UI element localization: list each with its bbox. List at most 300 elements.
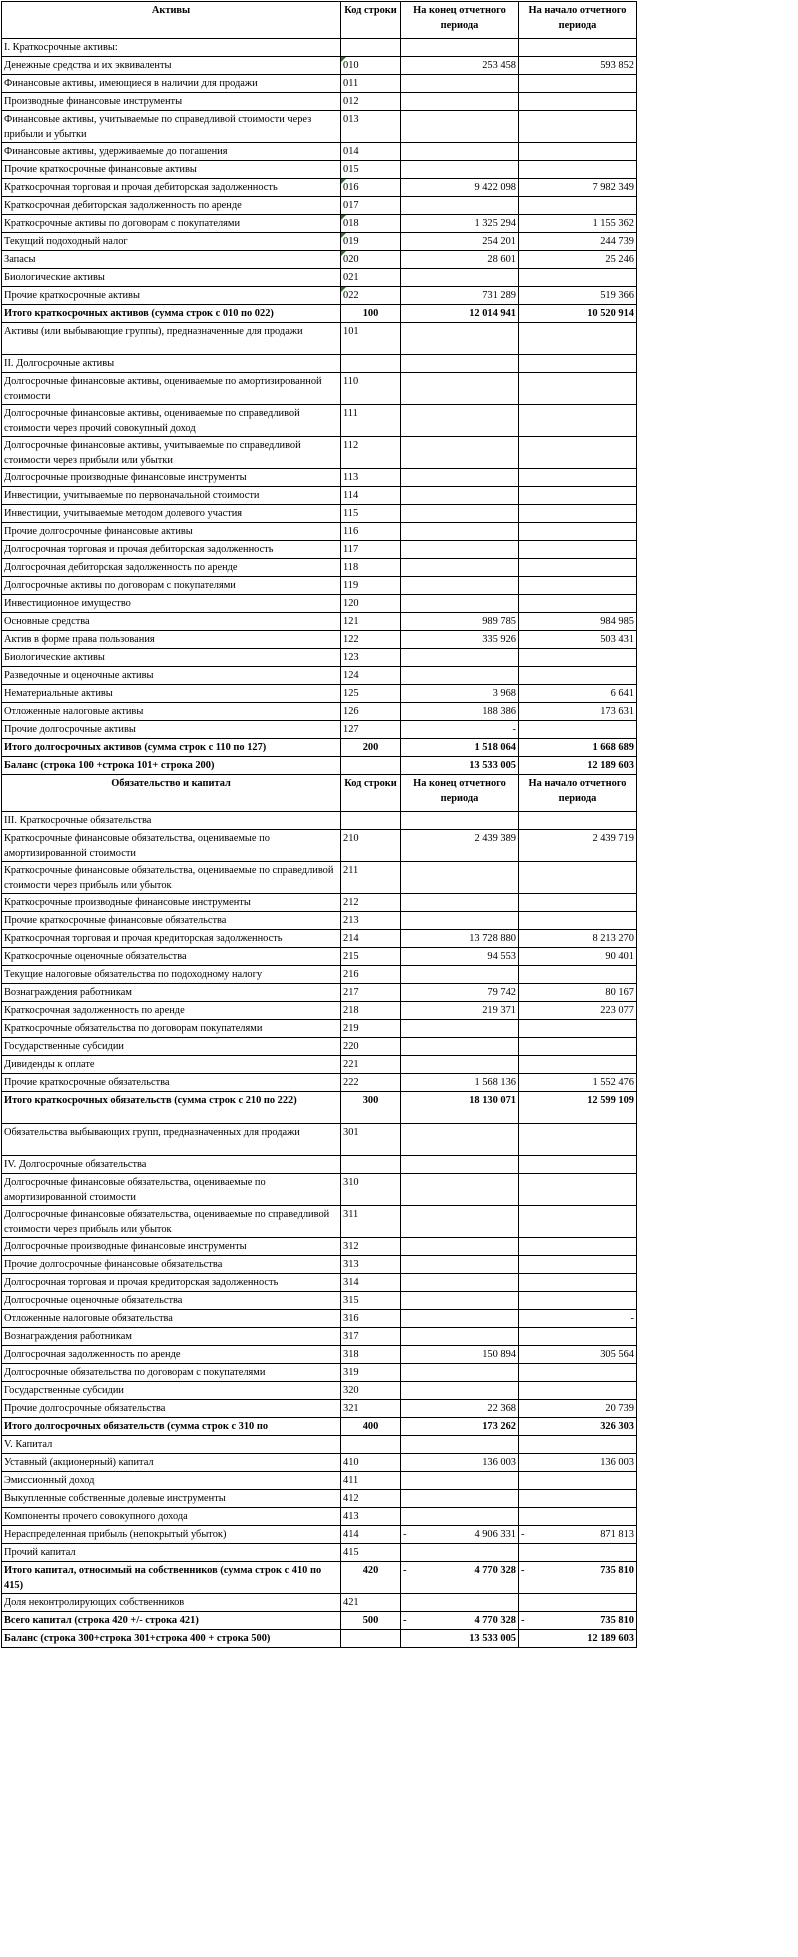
row-value-start: 25 246 [519, 251, 637, 269]
row-value-start [519, 143, 637, 161]
row-value-end: 1 325 294 [401, 215, 519, 233]
table-row [2, 233, 637, 251]
row-value-end: 253 458 [401, 57, 519, 75]
row-value-end [401, 111, 519, 143]
row-value-end: 2 439 389 [401, 830, 519, 862]
row-code: 121 [341, 613, 401, 631]
row-value-start: 12 189 603 [519, 757, 637, 775]
row-value-end [401, 1594, 519, 1612]
row-value-start [519, 111, 637, 143]
table-row [2, 721, 637, 739]
header-start: На начало отчетного периода [519, 2, 637, 39]
row-name: Вознаграждения работникам [2, 1328, 341, 1346]
row-name: II. Долгосрочные активы [2, 355, 341, 373]
row-name: Актив в форме права пользования [2, 631, 341, 649]
row-value-start: 984 985 [519, 613, 637, 631]
header-row-assets [2, 2, 637, 39]
table-row [2, 161, 637, 179]
table-row [2, 437, 637, 469]
value-text: 735 810 [600, 1615, 634, 1626]
row-code: 301 [341, 1124, 401, 1156]
row-value-end [401, 1562, 519, 1594]
row-value-end [401, 1310, 519, 1328]
row-value-end: 22 368 [401, 1400, 519, 1418]
row-code: 310 [341, 1174, 401, 1206]
row-value-start [519, 75, 637, 93]
row-value-end [401, 1328, 519, 1346]
row-name: Краткосрочные активы по договорам с покупателями [2, 215, 341, 233]
table-row [2, 757, 637, 775]
row-name: Прочие долгосрочные активы [2, 721, 341, 739]
row-value-end: 79 742 [401, 984, 519, 1002]
table-row [2, 523, 637, 541]
row-value-start: 1 552 476 [519, 1074, 637, 1092]
table-row [2, 1526, 637, 1544]
table-row [2, 405, 637, 437]
row-value-end: 219 371 [401, 1002, 519, 1020]
row-value-start: 223 077 [519, 1002, 637, 1020]
row-name: Обязательства выбывающих групп, предназначенных для продажи [2, 1124, 341, 1156]
row-name: Текущие налоговые обязательства по подоходному налогу [2, 966, 341, 984]
table-row [2, 355, 637, 373]
row-name: Государственные субсидии [2, 1382, 341, 1400]
row-name: IV. Долгосрочные обязательства [2, 1156, 341, 1174]
table-row [2, 1174, 637, 1206]
row-code: 123 [341, 649, 401, 667]
row-value-end: - [401, 721, 519, 739]
row-name: I. Краткосрочные активы: [2, 39, 341, 57]
row-name: Итого долгосрочных активов (сумма строк с 110 по 127) [2, 739, 341, 757]
row-name: Денежные средства и их эквиваленты [2, 57, 341, 75]
row-name: Биологические активы [2, 649, 341, 667]
row-name: V. Капитал [2, 1436, 341, 1454]
row-name: Долгосрочные оценочные обязательства [2, 1292, 341, 1310]
row-name: Дивиденды к оплате [2, 1056, 341, 1074]
row-value-start: 12 189 603 [519, 1630, 637, 1648]
row-value-end [401, 1238, 519, 1256]
row-code: 116 [341, 523, 401, 541]
row-code [341, 812, 401, 830]
row-value-start [519, 1038, 637, 1056]
row-value-start [519, 1490, 637, 1508]
row-code: 312 [341, 1238, 401, 1256]
row-value-start [519, 1328, 637, 1346]
row-value-start [519, 1274, 637, 1292]
row-value-end: 1 568 136 [401, 1074, 519, 1092]
row-name: Прочие краткосрочные активы [2, 287, 341, 305]
row-value-start: 305 564 [519, 1346, 637, 1364]
row-value-start: 2 439 719 [519, 830, 637, 862]
row-value-start: 7 982 349 [519, 179, 637, 197]
row-value-start [519, 323, 637, 355]
table-row [2, 912, 637, 930]
row-value-end: 12 014 941 [401, 305, 519, 323]
header-name: Обязательство и капитал [2, 775, 341, 812]
row-code: 219 [341, 1020, 401, 1038]
row-value-start [519, 405, 637, 437]
row-value-end [401, 1612, 519, 1630]
row-name: Финансовые активы, учитываемые по справедливой стоимости через прибыли и убытки [2, 111, 341, 143]
row-value-start: - [519, 1310, 637, 1328]
row-value-start [519, 1206, 637, 1238]
table-row [2, 1346, 637, 1364]
row-name: Прочие долгосрочные обязательства [2, 1400, 341, 1418]
row-name: Долгосрочные обязательства по договорам с покупателями [2, 1364, 341, 1382]
row-value-start [519, 649, 637, 667]
row-name: Вознаграждения работникам [2, 984, 341, 1002]
table-row [2, 287, 637, 305]
row-name: Прочий капитал [2, 1544, 341, 1562]
row-value-end [401, 355, 519, 373]
row-code: 200 [341, 739, 401, 757]
row-name: Текущий подоходный налог [2, 233, 341, 251]
row-value-start: 8 213 270 [519, 930, 637, 948]
row-code: 113 [341, 469, 401, 487]
row-code: 110 [341, 373, 401, 405]
row-name: Краткосрочные оценочные обязательства [2, 948, 341, 966]
negative-dash: - [521, 1529, 525, 1540]
row-name: Краткосрочная торговая и прочая кредиторская задолженность [2, 930, 341, 948]
row-name: Долгосрочные финансовые активы, оцениваемые по справедливой стоимости через прочий совокупный доход [2, 405, 341, 437]
row-value-start: 80 167 [519, 984, 637, 1002]
row-value-end [401, 1156, 519, 1174]
row-value-end [401, 143, 519, 161]
row-name: Основные средства [2, 613, 341, 631]
row-name: Инвестиции, учитываемые методом долевого участия [2, 505, 341, 523]
row-value-start [519, 1382, 637, 1400]
row-value-end [401, 269, 519, 287]
row-code: 415 [341, 1544, 401, 1562]
row-value-start [519, 721, 637, 739]
row-value-end [401, 1020, 519, 1038]
table-row [2, 541, 637, 559]
row-name: Баланс (строка 100 +строка 101+ строка 200) [2, 757, 341, 775]
row-name: Разведочные и оценочные активы [2, 667, 341, 685]
row-value-end [401, 649, 519, 667]
row-code: 022 [341, 287, 401, 305]
row-code: 111 [341, 405, 401, 437]
balance-sheet-table [1, 1, 637, 1648]
row-name: Запасы [2, 251, 341, 269]
negative-dash: - [521, 1615, 525, 1626]
row-value-end [401, 405, 519, 437]
row-code: 112 [341, 437, 401, 469]
row-value-end: 13 533 005 [401, 757, 519, 775]
negative-dash: - [403, 1529, 407, 1540]
row-code: 319 [341, 1364, 401, 1382]
row-value-end [401, 1382, 519, 1400]
table-row [2, 143, 637, 161]
row-name: Выкупленные собственные долевые инструменты [2, 1490, 341, 1508]
row-name: Доля неконтролирующих собственников [2, 1594, 341, 1612]
row-name: Финансовые активы, удерживаемые до погашения [2, 143, 341, 161]
row-value-start [519, 1364, 637, 1382]
row-value-start [519, 862, 637, 894]
table-row [2, 1612, 637, 1630]
row-value-end: 3 968 [401, 685, 519, 703]
table-row [2, 1274, 637, 1292]
row-value-start [519, 523, 637, 541]
row-name: Долгосрочные финансовые активы, учитываемые по справедливой стоимости через прибыли или убытки [2, 437, 341, 469]
row-value-start [519, 1124, 637, 1156]
row-name: Краткосрочные финансовые обязательства, оцениваемые по справедливой стоимости через прибыль или убыток [2, 862, 341, 894]
table-row [2, 631, 637, 649]
row-value-end [401, 559, 519, 577]
row-name: Отложенные налоговые активы [2, 703, 341, 721]
row-value-end [401, 1472, 519, 1490]
value-text: 4 770 328 [474, 1615, 516, 1626]
row-value-start [519, 577, 637, 595]
row-value-end [401, 39, 519, 57]
table-row [2, 649, 637, 667]
header-name: Активы [2, 2, 341, 39]
header-end: На конец отчетного периода [401, 2, 519, 39]
table-row [2, 111, 637, 143]
table-row [2, 812, 637, 830]
row-value-end [401, 862, 519, 894]
row-value-end [401, 1256, 519, 1274]
table-row [2, 1256, 637, 1274]
row-code: 215 [341, 948, 401, 966]
row-code: 115 [341, 505, 401, 523]
row-value-start [519, 1174, 637, 1206]
row-code [341, 1436, 401, 1454]
row-value-start [519, 1436, 637, 1454]
row-value-end [401, 1436, 519, 1454]
table-row [2, 39, 637, 57]
row-name: Всего капитал (строка 420 +/- строка 421) [2, 1612, 341, 1630]
table-row [2, 1056, 637, 1074]
row-code: 118 [341, 559, 401, 577]
table-row [2, 577, 637, 595]
row-value-start: 244 739 [519, 233, 637, 251]
table-row [2, 894, 637, 912]
row-name: Прочие краткосрочные финансовые активы [2, 161, 341, 179]
row-value-end: 254 201 [401, 233, 519, 251]
row-value-start [519, 39, 637, 57]
value-text: 4 770 328 [474, 1565, 516, 1576]
row-value-start [519, 667, 637, 685]
row-value-start: 1 155 362 [519, 215, 637, 233]
row-value-start: 326 303 [519, 1418, 637, 1436]
table-row [2, 1310, 637, 1328]
row-name: Отложенные налоговые обязательства [2, 1310, 341, 1328]
row-name: Долгосрочные активы по договорам с покупателями [2, 577, 341, 595]
row-value-start [519, 1292, 637, 1310]
row-value-start [519, 966, 637, 984]
row-value-start: 20 739 [519, 1400, 637, 1418]
row-value-start [519, 912, 637, 930]
row-value-start [519, 595, 637, 613]
row-value-end [401, 75, 519, 93]
row-code: 122 [341, 631, 401, 649]
row-code: 210 [341, 830, 401, 862]
row-name: Краткосрочные обязательства по договорам покупателями [2, 1020, 341, 1038]
table-row [2, 1454, 637, 1472]
table-row [2, 1562, 637, 1594]
table-row [2, 984, 637, 1002]
row-value-start: 1 668 689 [519, 739, 637, 757]
row-value-start [519, 1020, 637, 1038]
row-value-start: 519 366 [519, 287, 637, 305]
table-row [2, 197, 637, 215]
row-name: Итого капитал, относимый на собственников (сумма строк с 410 по 415) [2, 1562, 341, 1594]
row-name: Долгосрочные производные финансовые инструменты [2, 469, 341, 487]
table-row [2, 830, 637, 862]
row-name: Производные финансовые инструменты [2, 93, 341, 111]
row-code: 011 [341, 75, 401, 93]
table-row [2, 1544, 637, 1562]
row-code: 314 [341, 1274, 401, 1292]
row-value-end [401, 323, 519, 355]
row-value-end [401, 469, 519, 487]
row-value-start [519, 1562, 637, 1594]
row-value-start [519, 487, 637, 505]
row-name: Краткосрочная дебиторская задолженность по аренде [2, 197, 341, 215]
table-row [2, 251, 637, 269]
row-value-start: 173 631 [519, 703, 637, 721]
row-value-start: 136 003 [519, 1454, 637, 1472]
table-row [2, 57, 637, 75]
row-value-end [401, 1274, 519, 1292]
row-name: Краткосрочная задолженность по аренде [2, 1002, 341, 1020]
row-code: 213 [341, 912, 401, 930]
row-value-end: 1 518 064 [401, 739, 519, 757]
row-code [341, 39, 401, 57]
row-code: 318 [341, 1346, 401, 1364]
row-value-start [519, 1526, 637, 1544]
row-name: Итого долгосрочных обязательств (сумма строк с 310 по [2, 1418, 341, 1436]
row-code: 012 [341, 93, 401, 111]
row-code: 125 [341, 685, 401, 703]
row-value-end: 335 926 [401, 631, 519, 649]
row-value-start [519, 161, 637, 179]
row-value-end [401, 966, 519, 984]
row-name: Долгосрочные финансовые активы, оцениваемые по амортизированной стоимости [2, 373, 341, 405]
value-text: 871 813 [600, 1529, 634, 1540]
row-value-start: 90 401 [519, 948, 637, 966]
row-name: Долгосрочная задолженность по аренде [2, 1346, 341, 1364]
row-code: 100 [341, 305, 401, 323]
row-value-end: 13 533 005 [401, 1630, 519, 1648]
row-value-start [519, 894, 637, 912]
row-code: 410 [341, 1454, 401, 1472]
row-value-start [519, 269, 637, 287]
table-row [2, 948, 637, 966]
row-name: Прочие краткосрочные финансовые обязательства [2, 912, 341, 930]
row-code: 313 [341, 1256, 401, 1274]
row-name: Краткосрочные финансовые обязательства, оцениваемые по амортизированной стоимости [2, 830, 341, 862]
row-value-end [401, 1364, 519, 1382]
row-code: 016 [341, 179, 401, 197]
row-value-end: 136 003 [401, 1454, 519, 1472]
negative-dash: - [521, 1565, 525, 1576]
row-name: Нематериальные активы [2, 685, 341, 703]
row-value-end: 989 785 [401, 613, 519, 631]
row-value-start: 6 641 [519, 685, 637, 703]
row-value-end [401, 93, 519, 111]
table-row [2, 1364, 637, 1382]
table-row [2, 93, 637, 111]
row-code: 316 [341, 1310, 401, 1328]
row-code: 214 [341, 930, 401, 948]
table-row [2, 1418, 637, 1436]
row-code: 218 [341, 1002, 401, 1020]
table-row [2, 930, 637, 948]
row-code: 119 [341, 577, 401, 595]
row-value-start [519, 541, 637, 559]
table-row [2, 559, 637, 577]
row-value-end: 18 130 071 [401, 1092, 519, 1124]
table-row [2, 703, 637, 721]
row-code: 101 [341, 323, 401, 355]
table-row [2, 685, 637, 703]
table-row [2, 323, 637, 355]
row-code: 010 [341, 57, 401, 75]
table-row [2, 1382, 637, 1400]
table-row [2, 1400, 637, 1418]
row-name: Долгосрочная торговая и прочая кредиторская задолженность [2, 1274, 341, 1292]
row-name: Долгосрочная дебиторская задолженность по аренде [2, 559, 341, 577]
row-code: 414 [341, 1526, 401, 1544]
row-value-end [401, 437, 519, 469]
row-code: 315 [341, 1292, 401, 1310]
table-row [2, 1436, 637, 1454]
table-row [2, 613, 637, 631]
row-value-end [401, 912, 519, 930]
row-value-start [519, 1238, 637, 1256]
row-value-start: 593 852 [519, 57, 637, 75]
row-value-end [401, 595, 519, 613]
negative-dash: - [403, 1615, 407, 1626]
row-value-end [401, 505, 519, 523]
row-value-end [401, 894, 519, 912]
row-code: 124 [341, 667, 401, 685]
row-name: Итого краткосрочных обязательств (сумма строк с 210 по 222) [2, 1092, 341, 1124]
row-name: Инвестиции, учитываемые по первоначальной стоимости [2, 487, 341, 505]
row-code: 216 [341, 966, 401, 984]
row-value-end: 28 601 [401, 251, 519, 269]
row-value-end: 188 386 [401, 703, 519, 721]
row-name: Финансовые активы, имеющиеся в наличии для продажи [2, 75, 341, 93]
row-value-end [401, 1124, 519, 1156]
row-name: Долгосрочные финансовые обязательства, оцениваемые по амортизированной стоимости [2, 1174, 341, 1206]
table-row [2, 75, 637, 93]
row-value-end [401, 1490, 519, 1508]
row-code: 013 [341, 111, 401, 143]
row-code: 019 [341, 233, 401, 251]
row-value-end: 731 289 [401, 287, 519, 305]
row-value-start: 12 599 109 [519, 1092, 637, 1124]
row-name: Государственные субсидии [2, 1038, 341, 1056]
table-row [2, 667, 637, 685]
row-name: Краткосрочные производные финансовые инструменты [2, 894, 341, 912]
table-row [2, 215, 637, 233]
table-row [2, 1156, 637, 1174]
table-row [2, 373, 637, 405]
row-code: 311 [341, 1206, 401, 1238]
row-name: Компоненты прочего совокупного дохода [2, 1508, 341, 1526]
row-value-end [401, 161, 519, 179]
row-name: Краткосрочная торговая и прочая дебиторская задолженность [2, 179, 341, 197]
row-code: 220 [341, 1038, 401, 1056]
row-value-end [401, 541, 519, 559]
row-name: Активы (или выбывающие группы), предназначенные для продажи [2, 323, 341, 355]
balance-sheet-body [2, 2, 637, 1648]
row-value-end: 9 422 098 [401, 179, 519, 197]
value-text: 4 906 331 [474, 1529, 516, 1540]
table-row [2, 966, 637, 984]
